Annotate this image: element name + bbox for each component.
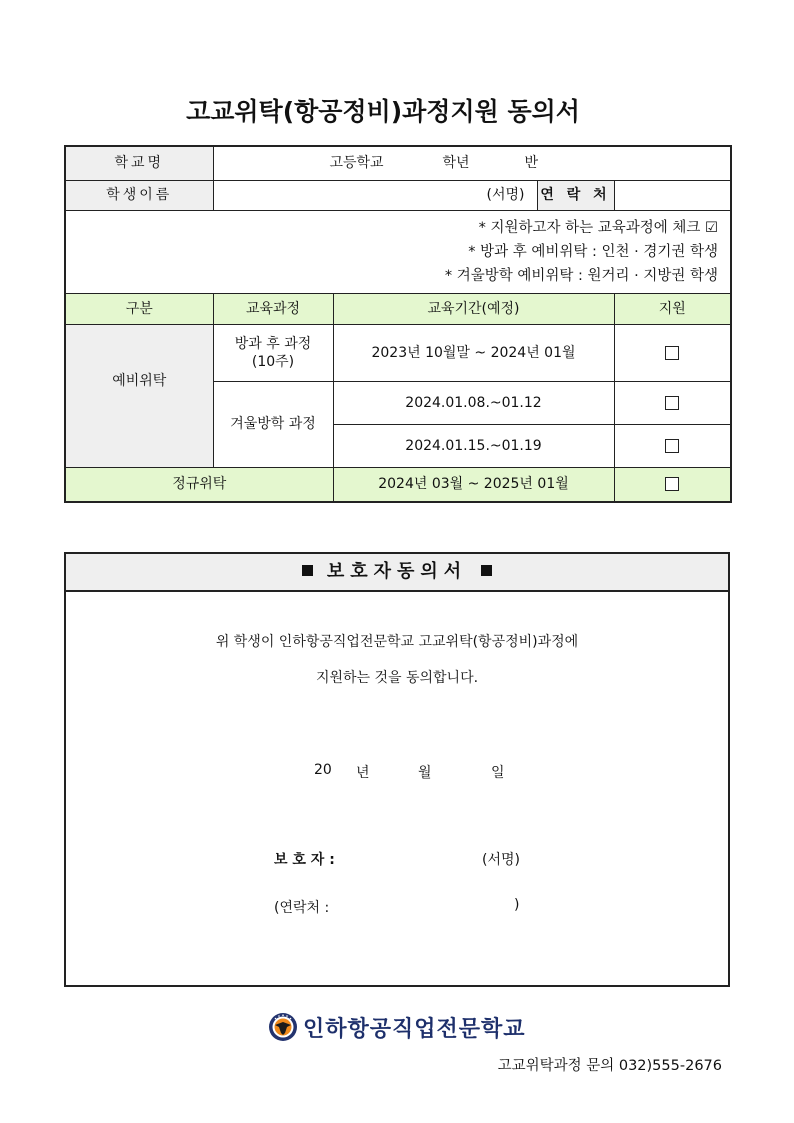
consent-header (66, 554, 728, 592)
category-regular: 정규위탁 (65, 467, 333, 502)
apply-cell (614, 424, 731, 467)
header-apply: 지원 (614, 293, 731, 324)
school-name: 인하항공직업전문학교 (303, 1016, 526, 1042)
period-after-school: 2023년 10월말 ~ 2024년 01월 (333, 324, 614, 381)
guardian-contact-open: (연락처 : (274, 900, 330, 916)
apply-cell (614, 467, 731, 502)
guardian-label: 보 호 자 : (274, 852, 335, 868)
date-year-label: 년 (356, 765, 370, 781)
school-emblem-icon (268, 1012, 298, 1042)
school-logo (268, 1011, 526, 1043)
grade-suffix: 학년 (442, 155, 470, 172)
course-after-school (213, 324, 333, 381)
category-preliminary: 예비위탁 (65, 324, 213, 467)
student-name-field[interactable] (213, 180, 537, 210)
apply-checkbox-after-school[interactable] (665, 346, 679, 360)
application-table (64, 145, 732, 503)
square-bullet-icon (481, 565, 492, 576)
table-row (65, 324, 731, 381)
header-period: 교육기간(예정) (333, 293, 614, 324)
header-course: 교육과정 (213, 293, 333, 324)
date-day-label: 일 (491, 765, 505, 781)
note-check-instruction: * 지원하고자 하는 교육과정에 체크 ☑ (478, 219, 718, 236)
school-suffix: 고등학교 (329, 155, 384, 172)
course-name: 방과 후 과정 (234, 335, 312, 352)
contact-label: 연 락 처 (537, 180, 614, 210)
contact-field[interactable] (614, 180, 731, 210)
date-month-label: 월 (418, 765, 432, 781)
table-row (65, 467, 731, 502)
consent-body-line2: 지원하는 것을 동의합니다. (315, 670, 479, 686)
apply-checkbox-winter-2[interactable] (665, 439, 679, 453)
note-winter: * 겨울방학 예비위탁 : 원거리 · 지방권 학생 (444, 267, 718, 284)
student-name-label: 학생이름 (65, 180, 213, 210)
consent-header-title: 보호자동의서 (326, 561, 468, 582)
apply-cell (614, 381, 731, 424)
period-winter-1: 2024.01.08.~01.12 (333, 381, 614, 424)
apply-checkbox-regular[interactable] (665, 477, 679, 491)
course-duration: (10주) (251, 353, 295, 370)
course-winter: 겨울방학 과정 (213, 381, 333, 467)
guardian-contact-field[interactable] (346, 892, 506, 916)
inquiry-contact: 고교위탁과정 문의 032)555-2676 (497, 1058, 722, 1074)
school-field[interactable] (213, 146, 731, 180)
period-winter-2: 2024.01.15.~01.19 (333, 424, 614, 467)
apply-checkbox-winter-1[interactable] (665, 396, 679, 410)
consent-body-line1: 위 학생이 인하항공직업전문학교 고교위탁(항공정비)과정에 (215, 634, 579, 650)
guardian-contact-close: ) (514, 897, 520, 913)
class-suffix: 반 (524, 155, 538, 172)
signature-label: (서명) (486, 187, 525, 203)
page-title: 고교위탁(항공정비)과정지원 동의서 (186, 97, 580, 126)
apply-cell (614, 324, 731, 381)
guardian-signature-label: (서명) (482, 852, 520, 868)
school-label: 학교명 (65, 146, 213, 180)
period-regular: 2024년 03월 ~ 2025년 01월 (333, 467, 614, 502)
guardian-name-field[interactable] (346, 844, 476, 868)
square-bullet-icon (302, 565, 313, 576)
header-category: 구분 (65, 293, 213, 324)
notes-cell (65, 210, 731, 293)
date-year-prefix: 20 (314, 762, 332, 778)
guardian-consent-box (64, 552, 730, 987)
note-after-school: * 방과 후 예비위탁 : 인천 · 경기권 학생 (468, 243, 718, 260)
